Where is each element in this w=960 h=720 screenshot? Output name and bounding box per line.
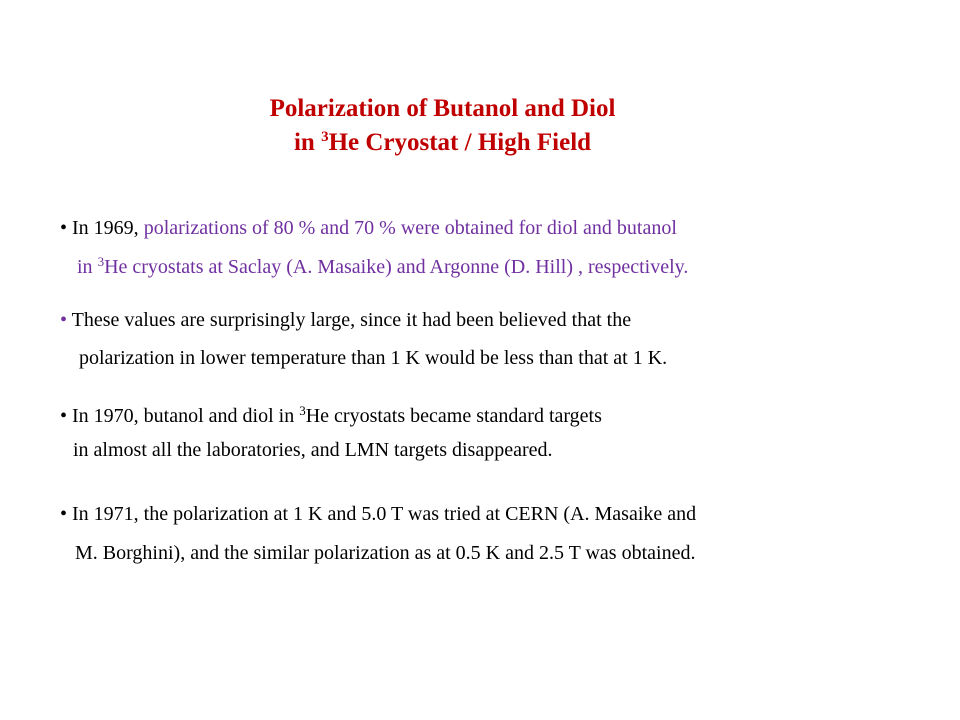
title-superscript: 3 bbox=[321, 129, 329, 145]
bullet-1-line-2-prefix: in bbox=[77, 256, 98, 278]
bullet-1-highlight: polarizations of 80 % and 70 % were obtained for diol and butanol bbox=[143, 217, 677, 239]
bullet-dot: • bbox=[60, 217, 68, 239]
bullet-4-line-2: M. Borghini), and the similar polarization as at 0.5 K and 2.5 T was obtained. bbox=[75, 542, 696, 564]
bullet-4-line-1 bbox=[60, 502, 696, 526]
title-line-2-suffix: He Cryostat / High Field bbox=[328, 129, 592, 156]
bullet-dot: • bbox=[60, 309, 68, 331]
title-line-2 bbox=[0, 126, 885, 160]
bullet-3-prefix: In 1970, butanol and diol in bbox=[67, 405, 300, 427]
bullet-2-text: These values are surprisingly large, since it had been believed that the bbox=[67, 309, 632, 331]
bullet-1-superscript: 3 bbox=[97, 254, 105, 269]
bullet-2-line-2: polarization in lower temperature than 1 K would be less than that at 1 K. bbox=[79, 347, 668, 369]
bullet-3-line-2: in almost all the laboratories, and LMN targets disappeared. bbox=[73, 439, 553, 461]
slide-title bbox=[0, 92, 885, 160]
bullet-1-line-1 bbox=[60, 216, 677, 240]
bullet-3-line-1 bbox=[60, 404, 602, 428]
bullet-1-prefix: In 1969, bbox=[67, 217, 144, 239]
title-line-2-prefix: in bbox=[293, 129, 322, 156]
bullet-3-superscript: 3 bbox=[299, 403, 306, 418]
bullet-4-text: In 1971, the polarization at 1 K and 5.0 T was tried at CERN (A. Masaike and bbox=[67, 503, 697, 525]
bullet-3-suffix: He cryostats became standard targets bbox=[305, 405, 602, 427]
title-line-1: Polarization of Butanol and Diol bbox=[269, 95, 616, 122]
bullet-2-line-1 bbox=[60, 308, 631, 332]
bullet-1-line-2 bbox=[77, 255, 688, 279]
bullet-dot: • bbox=[60, 405, 68, 427]
bullet-1-line-2-suffix: He cryostats at Saclay (A. Masaike) and Argonne (D. Hill) , respectively. bbox=[104, 256, 689, 278]
bullet-dot: • bbox=[60, 503, 68, 525]
